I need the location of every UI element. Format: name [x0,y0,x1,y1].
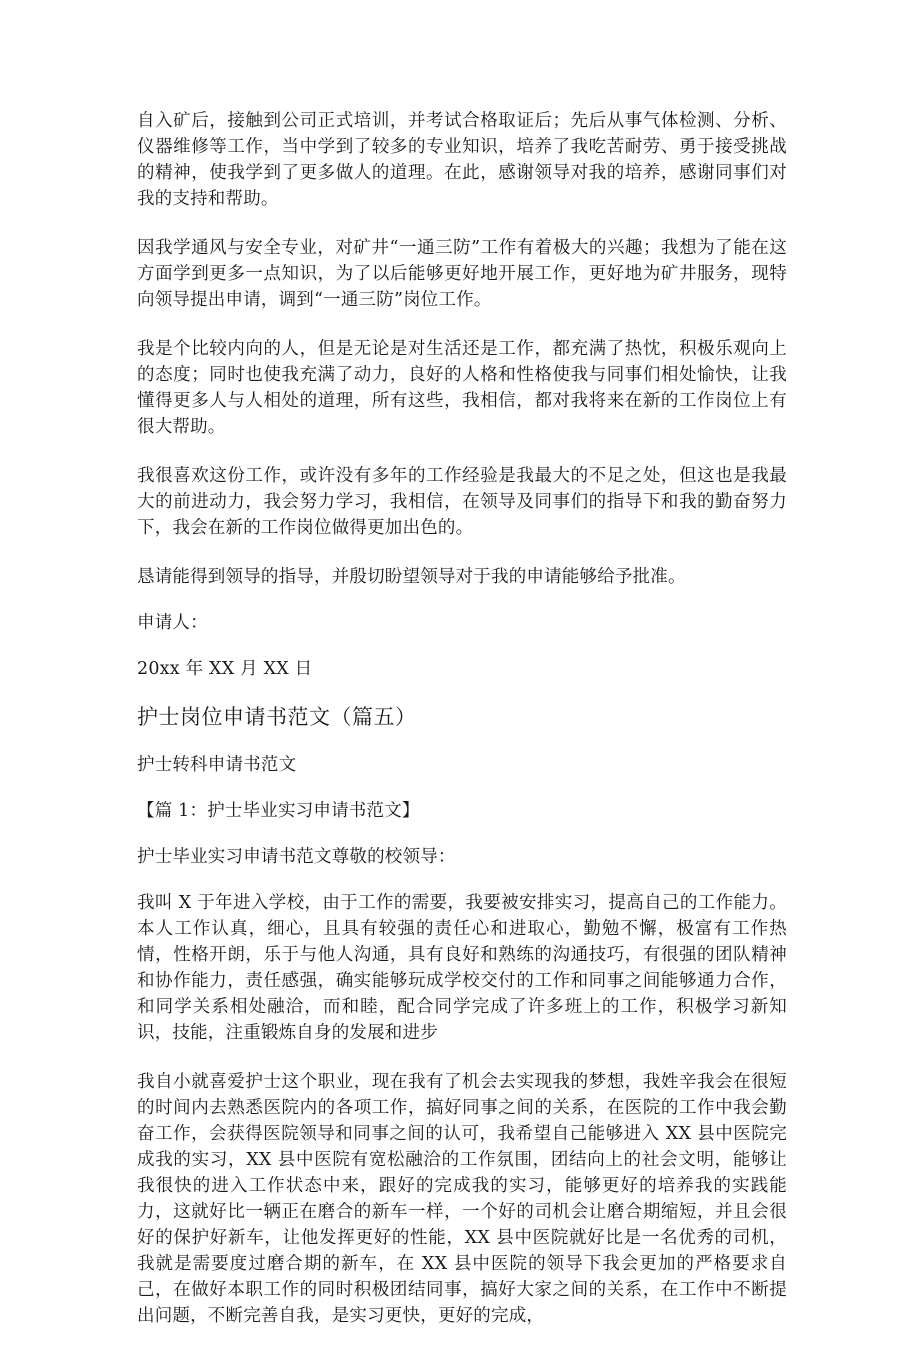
salutation: 护士毕业实习申请书范文尊敬的校领导： [137,847,456,867]
paragraph-motivation: 我很喜欢这份工作，或许没有多年的工作经验是我最大的不足之处，但这也是我最大的前进动力，我会努力学习，我相信，在领导及同事们的指导下和我的勤奋努力下，我会在新的工作岗位做得更加出色的。 [137,466,787,538]
paragraph-closing: 恳请能得到领导的指导，并殷切盼望领导对于我的申请能够给予批准。 [137,567,686,587]
date-line: 20xx 年 XX 月 XX 日 [137,659,313,679]
document-page [137,108,787,1352]
paragraph-personality: 我是个比较内向的人，但是无论是对生活还是工作，都充满了热忱，积极乐观向上的态度；同时也使我充满了动力，良好的人格和性格使我与同事们相处愉快，让我懂得更多人与人相处的道理，所有这些，我相信，都对我将来在新的工作岗位上有很大帮助。 [137,339,787,437]
paragraph-training: 自入矿后，接触到公司正式培训，并考试合格取证后；先后从事气体检测、分析、仪器维修等工作，当中学到了较多的专业知识，培养了我吃苦耐劳、勇于接受挑战的精神，使我学到了更多做人的道理。在此，感谢领导对我的培养，感谢同事们对我的支持和帮助。 [137,111,787,209]
section-title: 护士岗位申请书范文（篇五） [137,705,417,729]
paragraph-request: 因我学通风与安全专业，对矿井“一通三防”工作有着极大的兴趣；我想为了能在这方面学到更多一点知识，为了以后能够更好地开展工作，更好地为矿井服务，现特向领导提出申请，调到“一通三防”岗位工作。 [137,238,787,310]
paragraph-aspiration: 我自小就喜爱护士这个职业，现在我有了机会去实现我的梦想，我姓辛我会在很短的时间内去熟悉医院内的各项工作，搞好同事之间的关系，在医院的工作中我会勤奋工作，会获得医院领导和同事之间的认可，我希望自己能够进入 XX 县中医院完成我的实习，XX 县中医院有宽松融洽的工作氛围，团结向上的社会文明，能够让我很快的进入工作状态中来，跟好的完成我的实习，能够更好的培养我的实践能力，这就好比一辆正在磨合的新车一样，一个好的司机会让磨合期缩短，并且会很好的保护好新车，让他发挥更好的性能，XX 县中医院就好比是一名优秀的司机，我就是需要度过磨合期的新车，在 XX 县中医院的领导下我会更加的严格要求自己，在做好本职工作的同时积极团结同事，搞好大家之间的关系，在工作中不断提出问题，不断完善自我，是实习更快，更好的完成， [137,1072,787,1326]
subtitle: 护士转科申请书范文 [137,755,297,775]
applicant-label: 申请人： [137,613,208,633]
article-title: 【篇 1：护士毕业实习申请书范文】 [137,801,420,821]
paragraph-introduction: 我叫 X 于年进入学校，由于工作的需要，我要被安排实习，提高自己的工作能力。本人工作认真，细心，且具有较强的责任心和进取心，勤勉不懈，极富有工作热情，性格开朗，乐于与他人沟通，具有良好和熟练的沟通技巧，有很强的团队精神和协作能力，责任感强，确实能够玩成学校交付的工作和同事之间能够通力合作，和同学关系相处融洽，而和睦，配合同学完成了许多班上的工作，积极学习新知识，技能，注重锻炼自身的发展和进步 [137,893,787,1043]
